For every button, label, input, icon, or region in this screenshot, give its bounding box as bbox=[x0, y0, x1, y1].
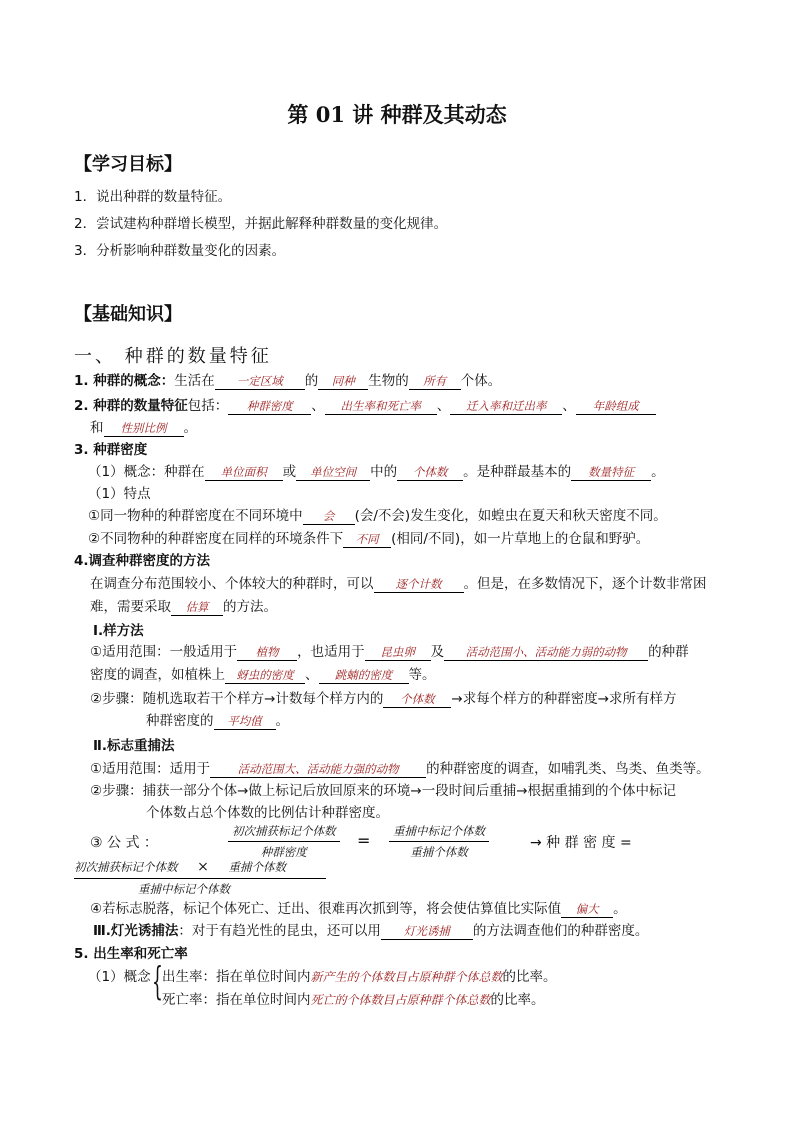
goal-item-2: 2．尝试建构种群增长模型，并据此解释种群数量的变化规律。 bbox=[74, 216, 448, 232]
text: 的比率。 bbox=[502, 969, 557, 985]
text: 密度的调查，如植株上 bbox=[90, 667, 225, 683]
method-1-scope-2 bbox=[90, 666, 436, 684]
text: 个体。 bbox=[460, 373, 502, 389]
q4-para-2 bbox=[90, 598, 277, 616]
text: →求每个样方的种群密度→求所有样方 bbox=[451, 691, 677, 707]
answer-blank: 估算 bbox=[171, 599, 223, 616]
text: 包括： bbox=[187, 398, 229, 414]
result-numerator bbox=[74, 858, 326, 879]
method-1-steps bbox=[90, 690, 677, 708]
text: ①适用范围：适用于 bbox=[90, 761, 211, 777]
times-sign: × bbox=[197, 859, 209, 875]
goal-item-1: 1．说出种群的数量特征。 bbox=[74, 189, 232, 205]
answer-blank: 不同 bbox=[343, 531, 391, 548]
answer-blank: 个体数 bbox=[397, 464, 463, 481]
basics-heading: 【基础知识】 bbox=[74, 304, 182, 325]
formula-label: ③ 公 式 ： bbox=[90, 835, 158, 851]
text: ②步骤：随机选取若干个样方→计数每个样方内的 bbox=[90, 691, 384, 707]
method-1-scope bbox=[90, 643, 689, 661]
page-title: 第 01 讲 种群及其动态 bbox=[287, 102, 507, 127]
text: 的种群密度的调查，如哺乳类、鸟类、鱼类等。 bbox=[426, 761, 710, 777]
text: ②不同物种的种群密度在同样的环境条件下 bbox=[88, 531, 344, 547]
method-2-note bbox=[90, 900, 627, 918]
q3-feature-2 bbox=[88, 530, 649, 548]
answer-blank: 跳蝻的密度 bbox=[319, 667, 409, 684]
text: 。 bbox=[183, 420, 197, 436]
answer-blank: 活动范围大、活动能力强的动物 bbox=[210, 761, 426, 778]
answer-blank: 蚜虫的密度 bbox=[225, 667, 305, 684]
q1-line bbox=[74, 372, 501, 390]
answer-blank: 单位面积 bbox=[205, 464, 283, 481]
fraction-denominator: 重捕个体数 bbox=[410, 845, 468, 859]
fraction-denominator: 种群密度 bbox=[260, 845, 307, 859]
fraction-numerator: 初次捕获标记个体数 bbox=[228, 823, 340, 842]
text: 生活在 bbox=[174, 373, 215, 389]
text: 中的 bbox=[370, 464, 398, 480]
formula-fraction-1 bbox=[228, 823, 340, 860]
text: 死亡率：指在单位时间内 bbox=[162, 992, 311, 1008]
formula-fraction-2 bbox=[389, 823, 489, 860]
text: 的种群 bbox=[648, 644, 689, 660]
text: 、 bbox=[305, 667, 319, 683]
text: 生物的 bbox=[368, 373, 409, 389]
answer-blank: 一定区域 bbox=[215, 373, 305, 390]
answer-blank: 逐个计数 bbox=[374, 576, 464, 593]
text: (会/不会)发生变化，如蝗虫在夏天和秋天密度不同。 bbox=[354, 508, 667, 524]
q3-feature-1 bbox=[88, 507, 667, 525]
death-rate-def bbox=[162, 991, 545, 1009]
q5-label: 5. 出生率和死亡率 bbox=[74, 946, 188, 962]
answer-blank: 活动范围小、活动能力弱的动物 bbox=[444, 644, 648, 661]
answer-blank: 单位空间 bbox=[296, 464, 370, 481]
text: ：对于有趋光性的昆虫，还可以用 bbox=[178, 923, 381, 939]
answer-blank: 所有 bbox=[409, 373, 461, 390]
text: 难，需要采取 bbox=[90, 599, 171, 615]
text: 、 bbox=[311, 398, 325, 414]
text: 的 bbox=[304, 373, 319, 389]
answer-blank: 数量特征 bbox=[571, 464, 651, 481]
birth-rate-def bbox=[162, 968, 557, 986]
text: ④若标志脱落，标记个体死亡、迁出、很难再次抓到等，将会使估算值比实际值 bbox=[90, 901, 562, 917]
answer-blank: 出生率和死亡率 bbox=[325, 398, 437, 415]
method-1-steps-2 bbox=[146, 712, 289, 730]
answer-text: 死亡的个体数目占原种群个体总数 bbox=[310, 993, 491, 1007]
text: 的方法。 bbox=[223, 599, 277, 615]
goals-heading: 【学习目标】 bbox=[74, 154, 182, 175]
section-1-heading: 一、 种群的数量特征 bbox=[74, 346, 272, 367]
method-2-scope bbox=[90, 760, 710, 778]
answer-blank: 平均值 bbox=[214, 713, 276, 730]
formula-result-label: → 种 群 密 度 = bbox=[530, 835, 632, 851]
text: 和 bbox=[90, 420, 104, 436]
answer-blank: 同种 bbox=[318, 373, 368, 390]
text: 种群密度的 bbox=[146, 713, 214, 729]
formula-equals: = bbox=[357, 831, 371, 850]
method-3-line bbox=[93, 922, 648, 940]
text: 、 bbox=[436, 398, 451, 414]
text: (相同/不同)，如一片草地上的仓鼠和野驴。 bbox=[391, 531, 650, 547]
text: 重捕个体数 bbox=[228, 860, 287, 874]
text: （1）概念：种群在 bbox=[88, 464, 205, 480]
text: ①同一物种的种群密度在不同环境中 bbox=[88, 508, 303, 524]
answer-blank: 性别比例 bbox=[104, 420, 184, 437]
fraction-numerator: 重捕中标记个体数 bbox=[389, 823, 489, 842]
goal-item-3: 3．分析影响种群数量变化的因素。 bbox=[74, 243, 286, 259]
text: 出生率：指在单位时间内 bbox=[162, 969, 311, 985]
answer-blank: 种群密度 bbox=[228, 398, 311, 415]
q1-label: 1. 种群的概念： bbox=[74, 373, 175, 389]
text: ，也适用于 bbox=[297, 644, 365, 660]
q4-para-1 bbox=[90, 575, 707, 593]
text: 。 bbox=[275, 713, 289, 729]
text: 等。 bbox=[408, 667, 436, 683]
text: 的方法调查他们的种群密度。 bbox=[472, 923, 649, 939]
answer-blank: 个体数 bbox=[383, 691, 451, 708]
method-3-heading: Ⅲ.灯光诱捕法 bbox=[93, 923, 179, 939]
answer-blank: 昆虫卵 bbox=[365, 644, 431, 661]
answer-blank: 植物 bbox=[237, 644, 297, 661]
method-2-steps-2: 个体数占总个体数的比例估计种群密度。 bbox=[146, 805, 389, 821]
answer-blank: 偏大 bbox=[561, 901, 613, 918]
answer-blank: 迁入率和迁出率 bbox=[450, 398, 562, 415]
answer-blank: 灯光诱捕 bbox=[381, 923, 473, 940]
q3-concept bbox=[88, 463, 665, 481]
answer-text: 新产生的个体数目占原种群个体总数 bbox=[310, 970, 503, 984]
q2-label: 2. 种群的数量特征 bbox=[74, 398, 188, 414]
q5-concept-label: （1）概念 bbox=[88, 969, 151, 985]
text: 。但是，在多数情况下，逐个计数非常困 bbox=[463, 576, 707, 592]
text: 初次捕获标记个体数 bbox=[74, 860, 178, 874]
q4-label: 4.调查种群密度的方法 bbox=[74, 553, 211, 569]
text: 。 bbox=[651, 464, 665, 480]
text: 在调查分布范围较小、个体较大的种群时，可以 bbox=[90, 576, 374, 592]
text: 。 bbox=[613, 901, 627, 917]
text: 。是种群最基本的 bbox=[463, 464, 572, 480]
text: 、 bbox=[562, 398, 576, 414]
text: 的比率。 bbox=[490, 992, 545, 1008]
text: 及 bbox=[430, 644, 445, 660]
method-2-steps: ②步骤：捕获一部分个体→做上标记后放回原来的环境→一段时间后重捕→根据重捕到的个体中标记 bbox=[90, 783, 677, 799]
method-2-heading: Ⅱ.标志重捕法 bbox=[93, 738, 175, 754]
q2-line bbox=[74, 397, 656, 415]
q3-label: 3. 种群密度 bbox=[74, 442, 148, 458]
answer-blank: 年龄组成 bbox=[576, 398, 656, 415]
answer-blank: 会 bbox=[303, 508, 355, 525]
text: ①适用范围：一般适用于 bbox=[90, 644, 238, 660]
q2-line-2 bbox=[90, 419, 197, 437]
q3-feature-label: （1）特点 bbox=[88, 486, 151, 502]
method-1-heading: Ⅰ.样方法 bbox=[93, 623, 144, 639]
brace-icon: { bbox=[152, 959, 163, 1003]
text: 或 bbox=[282, 464, 297, 480]
result-denominator: 重捕中标记个体数 bbox=[138, 882, 230, 896]
